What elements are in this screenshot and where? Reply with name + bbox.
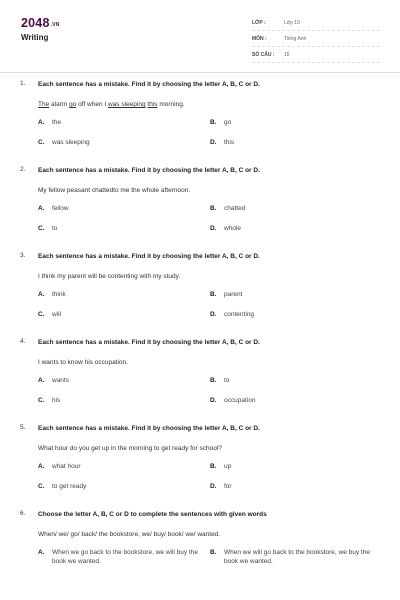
question-sentence	[38, 100, 380, 109]
question-number: 3.	[20, 252, 26, 259]
answer-options	[38, 376, 380, 405]
question-sentence: I think my parent will be contenting with my study.	[38, 273, 181, 280]
option-b[interactable]	[210, 118, 382, 127]
option-c[interactable]	[38, 310, 210, 319]
option-text: occupation	[224, 397, 256, 404]
option-text: chatted	[224, 205, 246, 212]
option-letter: D.	[210, 397, 217, 404]
question-sentence: I wants to know his occupation.	[38, 359, 128, 366]
meta-key: LỚP :	[252, 19, 266, 26]
brand-suffix: .VN	[50, 22, 60, 28]
option-letter: C.	[38, 397, 45, 404]
option-text: to	[224, 377, 230, 384]
question-2	[20, 166, 380, 233]
underlined-part-b: go	[69, 101, 77, 108]
option-letter: A.	[38, 463, 45, 470]
option-b[interactable]	[210, 376, 382, 385]
answer-options	[38, 548, 380, 566]
option-c[interactable]	[38, 138, 210, 147]
option-letter: B.	[210, 205, 217, 212]
question-sentence: My fellow peasant chattedto me the whole afternoon.	[38, 187, 191, 194]
option-text: for	[224, 483, 232, 490]
option-letter: A.	[38, 205, 45, 212]
meta-key: MÔN :	[252, 35, 267, 42]
option-c[interactable]	[38, 224, 210, 233]
sentence-text: off when I	[76, 101, 108, 108]
option-text: up	[224, 463, 232, 470]
option-letter: A.	[38, 377, 45, 384]
option-letter: C.	[38, 139, 45, 146]
question-sentence: What hour do you get up in the morning to get ready for school?	[38, 445, 222, 452]
sentence-text: morning.	[157, 101, 185, 108]
option-text: was sleeping	[52, 139, 90, 146]
answer-options	[38, 290, 380, 319]
underlined-part-c: was sleeping	[108, 101, 146, 108]
option-letter: A.	[38, 119, 45, 126]
option-letter: A.	[38, 549, 45, 556]
question-3	[20, 252, 380, 319]
meta-key: SỐ CÂU :	[252, 51, 275, 58]
underlined-part-d: this	[147, 101, 158, 108]
option-b[interactable]	[210, 462, 382, 471]
question-6	[20, 510, 380, 566]
option-letter: B.	[210, 291, 217, 298]
question-instruction: Each sentence has a mistake. Find it by choosing the letter A, B, C or D.	[38, 81, 260, 88]
option-a[interactable]	[38, 290, 210, 299]
option-b[interactable]	[210, 204, 382, 213]
option-a[interactable]	[38, 376, 210, 385]
option-letter: D.	[210, 139, 217, 146]
option-text: will	[52, 311, 62, 318]
underlined-part-a: The	[38, 101, 50, 108]
option-text: whole	[224, 225, 241, 232]
question-instruction: Choose the letter A, B, C or D to complete the sentences with given words	[38, 511, 267, 518]
question-sentence: When/ we/ go/ back/ the bookstore, we/ buy/ book/ we/ wanted.	[38, 531, 221, 538]
option-text: fellow	[52, 205, 69, 212]
meta-value: 15	[284, 51, 290, 58]
option-text: go	[224, 119, 232, 126]
option-text: think	[52, 291, 66, 298]
worksheet-header	[0, 0, 400, 64]
page-title: Writing	[21, 33, 49, 42]
option-letter: A.	[38, 291, 45, 298]
option-text: When we will go back to the bookstore, we buy the book we wanted.	[224, 549, 370, 565]
option-letter: C.	[38, 225, 45, 232]
option-text: When we go back to the bookstore, we will buy the book we wanted.	[52, 549, 198, 565]
meta-panel	[252, 15, 380, 63]
option-d[interactable]	[210, 396, 382, 405]
question-1	[20, 80, 380, 147]
question-list	[0, 80, 400, 585]
option-b[interactable]	[210, 548, 382, 566]
option-letter: B.	[210, 549, 217, 556]
option-text: to	[52, 225, 58, 232]
meta-value: Lớp 10	[284, 19, 300, 26]
option-text: what hour	[52, 463, 81, 470]
question-5	[20, 424, 380, 491]
question-instruction: Each sentence has a mistake. Find it by choosing the letter A, B, C or D.	[38, 167, 260, 174]
answer-options	[38, 462, 380, 491]
option-letter: D.	[210, 483, 217, 490]
answer-options	[38, 118, 380, 147]
option-letter: C.	[38, 311, 45, 318]
question-number: 4.	[20, 338, 26, 345]
option-d[interactable]	[210, 482, 382, 491]
question-number: 2.	[20, 166, 26, 173]
option-text: wants	[52, 377, 69, 384]
option-letter: B.	[210, 119, 217, 126]
option-d[interactable]	[210, 224, 382, 233]
header-divider	[0, 72, 400, 73]
meta-row-class	[252, 15, 380, 31]
option-letter: D.	[210, 225, 217, 232]
question-instruction: Each sentence has a mistake. Find it by choosing the letter A, B, C or D.	[38, 253, 260, 260]
option-letter: C.	[38, 483, 45, 490]
option-text: the	[52, 119, 62, 126]
option-a[interactable]	[38, 462, 210, 471]
option-a[interactable]	[38, 204, 210, 213]
brand-logo	[21, 16, 60, 30]
question-number: 1.	[20, 80, 26, 87]
question-4	[20, 338, 380, 405]
option-c[interactable]	[38, 482, 210, 491]
sentence-text: alarm	[49, 101, 70, 108]
option-d[interactable]	[210, 138, 382, 147]
question-number: 5.	[20, 424, 26, 431]
option-text: contenting	[224, 311, 254, 318]
option-letter: B.	[210, 377, 217, 384]
option-text: parent	[224, 291, 243, 298]
question-instruction: Each sentence has a mistake. Find it by choosing the letter A, B, C or D.	[38, 425, 260, 432]
option-text: his	[52, 397, 61, 404]
option-a[interactable]	[38, 548, 210, 566]
option-a[interactable]	[38, 118, 210, 127]
option-d[interactable]	[210, 310, 382, 319]
question-number: 6.	[20, 510, 26, 517]
meta-row-count	[252, 47, 380, 63]
option-c[interactable]	[38, 396, 210, 405]
option-letter: D.	[210, 311, 217, 318]
option-text: this	[224, 139, 235, 146]
question-instruction: Each sentence has a mistake. Find it by choosing the letter A, B, C or D.	[38, 339, 260, 346]
option-letter: B.	[210, 463, 217, 470]
brand-name: 2048	[21, 16, 50, 30]
option-text: to get ready	[52, 483, 87, 490]
option-b[interactable]	[210, 290, 382, 299]
meta-row-subject	[252, 31, 380, 47]
meta-value: Tiếng Anh	[284, 35, 307, 42]
answer-options	[38, 204, 380, 233]
